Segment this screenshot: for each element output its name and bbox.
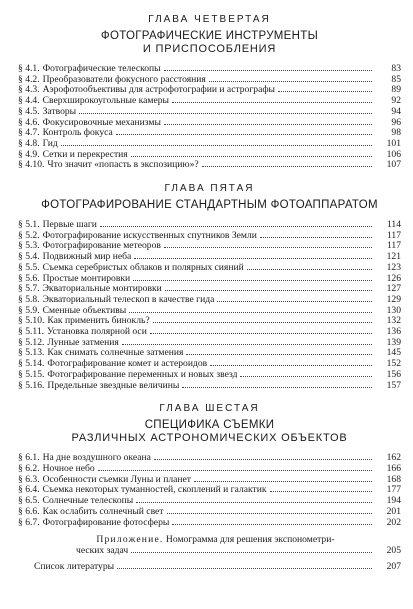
section-title: Фотографические телескопы <box>42 64 161 74</box>
section-title: Ночное небо <box>42 463 95 474</box>
chapter-6-heading <box>18 403 401 445</box>
appendix-label: Приложение. <box>96 534 164 546</box>
toc-entry-5-6[interactable] <box>18 274 401 285</box>
section-title: Сверхширокоугольные камеры <box>42 96 169 107</box>
appendix-title-part-1: Номограмма для решения экспонометри- <box>165 534 335 546</box>
dot-leader <box>167 513 373 514</box>
section-title: Экваториальный телескоп в качестве гида <box>42 294 215 305</box>
dot-leader <box>172 102 372 103</box>
page-number: 114 <box>386 219 401 231</box>
page-number: 202 <box>386 516 401 528</box>
section-title: Сменные объективы <box>42 305 127 316</box>
dot-leader <box>116 134 372 135</box>
section-number: § 5.7. <box>18 283 40 295</box>
page-number: 83 <box>391 63 401 74</box>
section-number: § 5.3. <box>18 240 40 252</box>
toc-entry-4-8[interactable] <box>18 139 401 150</box>
section-number: § 5.4. <box>18 251 40 263</box>
toc-entry-4-1[interactable] <box>18 64 401 75</box>
chapter-6-title-line-2: РАЗЛИЧНЫХ АСТРОНОМИЧЕСКИХ ОБЪЕКТОВ <box>71 432 348 445</box>
dot-leader <box>117 568 372 569</box>
section-number: § 5.11. <box>18 326 45 338</box>
toc-entry-4-7[interactable] <box>18 128 401 139</box>
section-number: § 5.9. <box>18 304 40 316</box>
section-number: § 5.6. <box>18 272 40 284</box>
page-number: 205 <box>386 545 401 557</box>
dot-leader <box>209 81 372 82</box>
section-number: § 5.2. <box>18 229 40 241</box>
section-title: Как ослабить солнечный свет <box>42 506 164 517</box>
dot-leader <box>136 502 372 503</box>
section-number: § 4.5. <box>18 105 40 117</box>
toc-entry-4-10[interactable] <box>18 160 401 171</box>
page-number: 94 <box>391 105 401 117</box>
section-number: § 6.7. <box>18 516 40 528</box>
page-number: 201 <box>386 505 401 517</box>
page-number: 96 <box>391 116 401 128</box>
toc-entry-5-1[interactable] <box>18 220 401 231</box>
dot-leader <box>98 470 372 471</box>
dot-leader <box>131 552 372 553</box>
page-number: 117 <box>386 240 401 252</box>
dot-leader <box>61 145 372 146</box>
chapter-4-heading <box>18 14 401 56</box>
page-number: 117 <box>386 229 401 241</box>
page-number: 162 <box>386 452 401 464</box>
section-title: Подвижный мир неба <box>42 252 132 263</box>
toc-entry-5-16[interactable] <box>18 381 401 392</box>
toc-entry-4-4[interactable] <box>18 96 401 107</box>
section-title: Экваториальные монтировки <box>42 284 162 295</box>
toc-entry-4-3[interactable] <box>18 85 401 96</box>
section-number: § 5.15. <box>18 368 45 380</box>
section-number: § 6.4. <box>18 484 40 496</box>
section-number: § 4.3. <box>18 84 40 96</box>
section-title: Сетки и перекрестия <box>42 149 128 160</box>
section-number: § 6.3. <box>18 473 40 485</box>
toc-entry-6-5[interactable] <box>18 496 401 507</box>
chapter-5-heading <box>18 183 401 212</box>
dot-leader <box>153 322 372 323</box>
section-title: Как применить бинокль? <box>47 316 150 327</box>
section-title: Лунные затмения <box>47 337 119 348</box>
page-number: 132 <box>386 315 401 327</box>
dot-leader <box>154 459 372 460</box>
section-title: Что значит «попасть в экспозицию»? <box>47 160 199 171</box>
dot-leader <box>182 387 372 388</box>
chapter-5-title: ФОТОГРАФИРОВАНИЕ СТАНДАРТНЫМ ФОТОАППАРАТОМ <box>41 199 378 212</box>
toc-entry-4-9[interactable] <box>18 150 401 161</box>
page-number: 207 <box>386 561 401 573</box>
section-number: § 5.13. <box>18 347 45 359</box>
dot-leader <box>122 344 372 345</box>
section-number: § 5.8. <box>18 293 40 305</box>
section-number: § 5.14. <box>18 358 45 370</box>
section-title: Фотографирование переменных и новых звезд <box>47 369 238 380</box>
toc-entry-6-2[interactable] <box>18 464 401 475</box>
page-number: 129 <box>386 293 401 305</box>
toc-entry-5-13[interactable] <box>18 348 401 359</box>
page-number: 89 <box>391 84 401 96</box>
page-number: 177 <box>386 484 401 496</box>
page-number: 121 <box>386 251 401 263</box>
section-title: Съемка серебристых облаков и полярных сияний <box>42 262 244 273</box>
section-number: § 6.2. <box>18 462 40 474</box>
dot-leader <box>131 156 372 157</box>
section-title: Установка полярной оси <box>47 327 147 338</box>
chapter-6-title-line-1: СПЕЦИФИКА СЪЕМКИ <box>144 419 275 432</box>
section-number: § 5.1. <box>18 219 40 231</box>
toc-entry-5-11[interactable] <box>18 327 401 338</box>
page-number: 166 <box>386 462 401 474</box>
chapter-4-title-line-2: И ПРИСПОСОБЛЕНИЯ <box>142 43 277 55</box>
chapter-6-toc <box>18 453 401 528</box>
dot-leader <box>247 269 372 270</box>
section-title: Особенности съемки Луны и планет <box>42 474 191 485</box>
page-number: 98 <box>391 127 401 139</box>
section-number: § 4.7. <box>18 127 40 139</box>
page-number: 92 <box>391 95 401 107</box>
toc-entry-4-2[interactable] <box>18 75 401 86</box>
section-title: Первые шаги <box>42 220 97 231</box>
dot-leader <box>134 258 372 259</box>
section-title: Фотографирование фотосферы <box>42 517 170 528</box>
spacer <box>18 171 401 183</box>
toc-entry-5-14[interactable] <box>18 359 401 370</box>
page-number: 130 <box>386 304 401 316</box>
dot-leader <box>186 354 372 355</box>
dot-leader <box>165 290 372 291</box>
section-number: § 6.1. <box>18 452 40 464</box>
page-number: 139 <box>386 336 401 348</box>
dot-leader <box>172 524 372 525</box>
section-number: § 5.16. <box>18 379 45 391</box>
appendix-entry[interactable] <box>18 534 401 556</box>
section-title: Простые монтировки <box>42 273 131 284</box>
page-number: 101 <box>386 137 401 149</box>
section-title: На дне воздушного океана <box>42 453 151 464</box>
section-title: Солнечные телескопы <box>42 496 134 507</box>
section-title: Фотографирование искусственных спутников Земли <box>42 230 257 241</box>
dot-leader <box>129 312 372 313</box>
page-number: 85 <box>391 73 401 85</box>
toc-entry-6-4[interactable] <box>18 485 401 496</box>
page-number: 194 <box>386 495 401 507</box>
toc-entry-6-3[interactable] <box>18 475 401 486</box>
toc-entry-6-1[interactable] <box>18 453 401 464</box>
page-number: 123 <box>386 261 401 273</box>
chapter-6-label: ГЛАВА ШЕСТАЯ <box>159 403 260 415</box>
toc-entry-6-6[interactable] <box>18 507 401 518</box>
section-title: Контроль фокуса <box>42 128 113 139</box>
chapter-4-title-line-1: ФОТОГРАФИЧЕСКИЕ ИНСТРУМЕНТЫ <box>100 30 319 42</box>
references-entry[interactable] <box>18 561 401 572</box>
references-title: Список литературы <box>34 561 115 573</box>
chapter-5-label: ГЛАВА ПЯТАЯ <box>164 183 255 195</box>
section-title: Фотографирование комет и астероидов <box>47 359 208 370</box>
page-number: 168 <box>386 473 401 485</box>
section-number: § 4.6. <box>18 116 40 128</box>
section-title: Как снимать солнечные затмения <box>47 348 184 359</box>
page-number: 127 <box>386 283 401 295</box>
section-number: § 5.10. <box>18 315 45 327</box>
section-title: Аэрофотообъективы для астрофотографии и астрографы <box>42 85 276 96</box>
section-number: § 4.10. <box>18 159 45 171</box>
dot-leader <box>260 237 372 238</box>
page-number: 136 <box>386 326 401 338</box>
spacer <box>18 391 401 403</box>
dot-leader <box>79 113 372 114</box>
dot-leader <box>164 124 372 125</box>
page-number: 126 <box>386 272 401 284</box>
section-title: Съемка некоторых туманностей, скоплений и галактик <box>42 485 267 496</box>
section-title: Преобразователи фокусного расстояния <box>42 74 206 85</box>
dot-leader <box>194 481 372 482</box>
appendix-line-1 <box>18 534 401 545</box>
section-title: Предельные звездные величины <box>47 380 180 391</box>
dot-leader <box>270 491 372 492</box>
toc-entry-5-9[interactable] <box>18 306 401 317</box>
toc-entry-5-12[interactable] <box>18 338 401 349</box>
dot-leader <box>133 280 372 281</box>
toc-entry-5-4[interactable] <box>18 252 401 263</box>
section-number: § 5.5. <box>18 261 40 273</box>
page-number: 107 <box>386 159 401 171</box>
toc-entry-4-6[interactable] <box>18 118 401 129</box>
dot-leader <box>278 91 372 92</box>
toc-entry-5-3[interactable] <box>18 241 401 252</box>
appendix-line-2 <box>18 545 401 556</box>
section-number: § 4.2. <box>18 73 40 85</box>
chapter-4-toc <box>18 64 401 171</box>
toc-entry-5-2[interactable] <box>18 231 401 242</box>
section-number: § 6.6. <box>18 505 40 517</box>
section-title: Затворы <box>42 106 77 117</box>
section-title: Фокусировочные механизмы <box>42 117 161 128</box>
section-title: Гид <box>42 138 58 149</box>
chapter-5-toc <box>18 220 401 391</box>
section-number: § 4.8. <box>18 137 40 149</box>
dot-leader <box>217 301 372 302</box>
section-number: § 4.9. <box>18 148 40 160</box>
dot-leader <box>164 70 372 71</box>
toc-entry-5-7[interactable] <box>18 284 401 295</box>
section-number: § 4.4. <box>18 95 40 107</box>
section-title: Фотографирование метеоров <box>42 241 161 252</box>
page-number: 106 <box>386 148 401 160</box>
toc-entry-4-5[interactable] <box>18 107 401 118</box>
section-number: § 4.1. <box>18 63 40 74</box>
page-number: 157 <box>386 379 401 391</box>
page-number: 145 <box>386 347 401 359</box>
dot-leader <box>150 333 372 334</box>
page-number: 156 <box>386 368 401 380</box>
toc-entry-5-8[interactable] <box>18 295 401 306</box>
section-number: § 5.12. <box>18 336 45 348</box>
dot-leader <box>100 226 372 227</box>
dot-leader <box>202 166 372 167</box>
toc-entry-5-15[interactable] <box>18 370 401 381</box>
section-number: § 6.5. <box>18 495 40 507</box>
dot-leader <box>164 247 372 248</box>
chapter-4-label: ГЛАВА ЧЕТВЕРТАЯ <box>148 14 271 25</box>
toc-entry-5-10[interactable] <box>18 316 401 327</box>
toc-entry-6-7[interactable] <box>18 518 401 529</box>
dot-leader <box>210 365 372 366</box>
page-number: 152 <box>386 358 401 370</box>
dot-leader <box>240 376 372 377</box>
toc-entry-5-5[interactable] <box>18 263 401 274</box>
appendix-title-part-2: ческих задач <box>76 545 129 557</box>
